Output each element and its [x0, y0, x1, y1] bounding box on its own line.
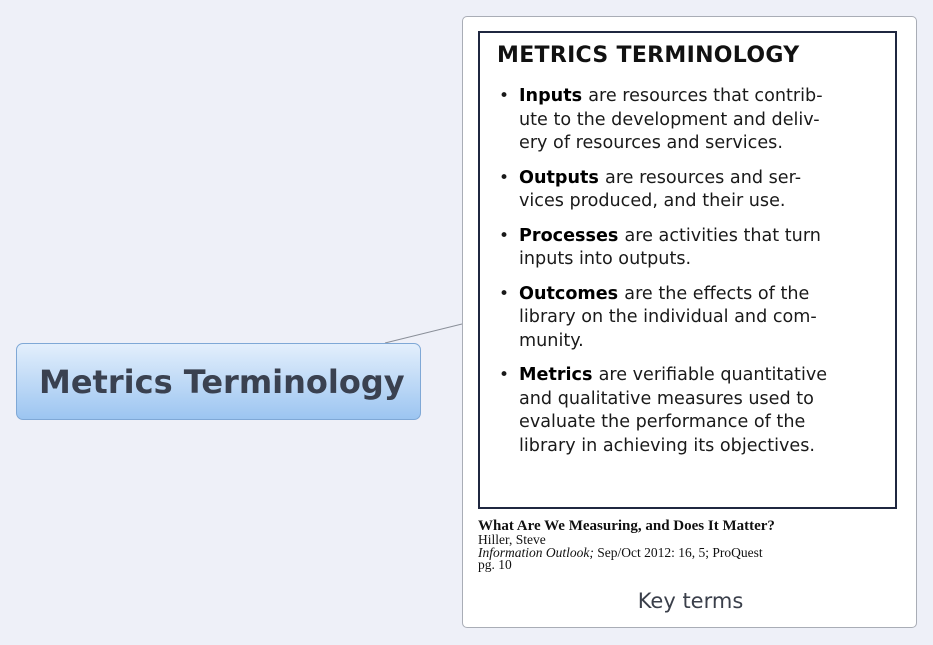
note-card[interactable] [462, 16, 917, 628]
terminology-image-frame [478, 31, 897, 509]
term-definition-line: and qualitative measures used to [519, 388, 814, 409]
term-item-outcomes [497, 283, 882, 354]
central-topic-node[interactable] [16, 343, 421, 420]
term-definition-line: are resources and ser- [605, 167, 802, 188]
term-definition-line: ery of resources and services. [519, 133, 783, 153]
citation-title: What Are We Measuring, and Does It Matter? [478, 518, 775, 534]
bullet-icon: • [499, 225, 510, 246]
term-list [497, 85, 882, 469]
term-name: Metrics [519, 365, 599, 385]
term-definition-line: are resources that contrib- [588, 86, 823, 106]
term-name: Outputs [519, 167, 606, 188]
term-definition-line: are activities that turn [624, 225, 821, 246]
term-name: Processes [519, 225, 625, 246]
term-definition-line: library in achieving its objectives. [519, 435, 816, 456]
term-definition-line: evaluate the performance of the [519, 412, 806, 432]
term-definition-line: inputs into outputs. [519, 249, 692, 269]
bullet-icon: • [499, 365, 510, 385]
term-definition-line: are the effects of the [624, 283, 810, 304]
term-definition-line: are verifiable quantitative [598, 365, 828, 385]
term-item-outputs [497, 167, 882, 214]
bullet-icon: • [499, 86, 510, 106]
citation-page: pg. 10 [478, 557, 512, 572]
term-name: Inputs [519, 86, 589, 106]
topic-title: Metrics Terminology [39, 362, 405, 401]
citation-details: Sep/Oct 2012: 16, 5; ProQuest [593, 544, 763, 560]
terminology-heading: METRICS TERMINOLOGY [497, 43, 800, 68]
term-item-metrics [497, 364, 882, 458]
citation-journal: Information Outlook; [478, 544, 594, 560]
term-item-processes [497, 225, 882, 272]
citation-source [478, 544, 898, 560]
bullet-icon: • [499, 167, 510, 188]
term-definition-line: ute to the development and deliv- [519, 109, 820, 130]
citation-block [478, 519, 898, 572]
term-definition-line: vices produced, and their use. [519, 191, 786, 211]
citation-author: Hiller, Steve [478, 532, 546, 547]
term-definition-line: library on the individual and com- [519, 307, 817, 327]
bullet-icon: • [499, 283, 510, 304]
term-name: Outcomes [519, 283, 625, 304]
note-caption: Key terms [637, 589, 744, 613]
term-definition-line: munity. [519, 330, 584, 351]
term-item-inputs [497, 85, 882, 156]
